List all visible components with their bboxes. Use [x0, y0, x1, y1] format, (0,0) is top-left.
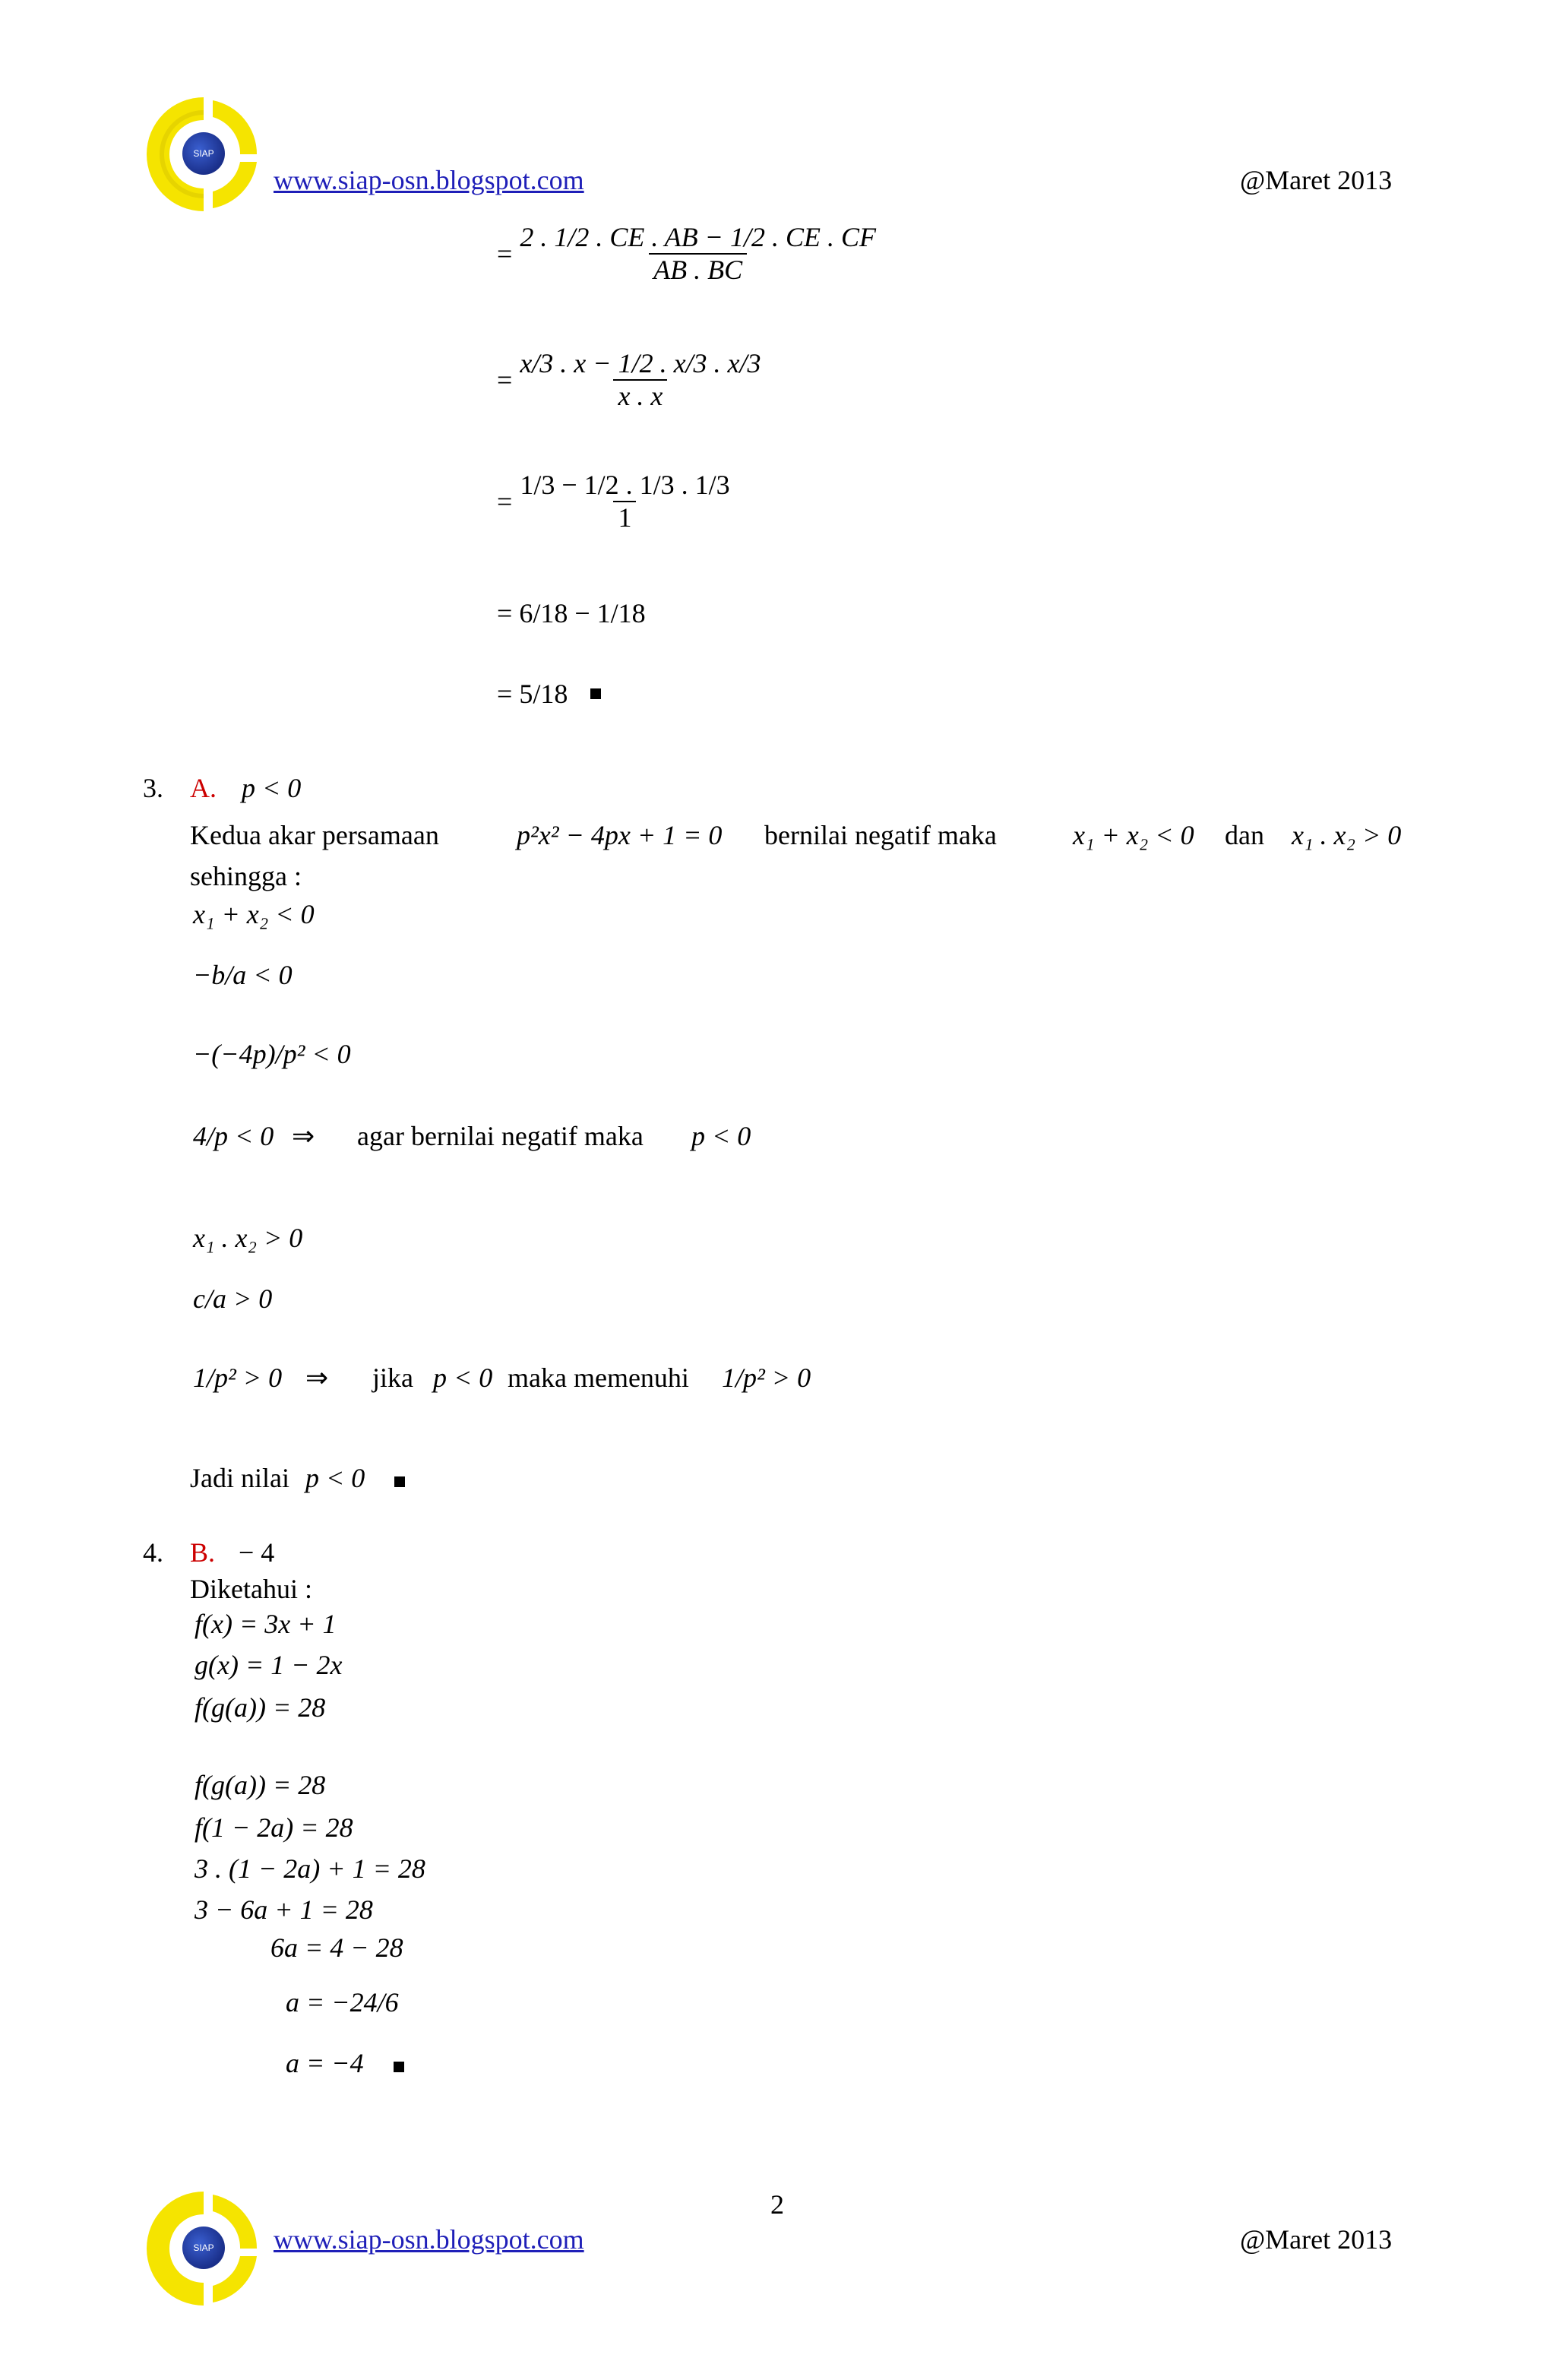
q3-equation: p²x² − 4px + 1 = 0: [517, 820, 723, 850]
q3-step-2: −b/a < 0: [193, 960, 293, 990]
q3-step-4: 4/p < 0: [193, 1121, 274, 1151]
q3-sehingga: sehingga :: [190, 861, 302, 891]
q4-f-definition: f(x) = 3x + 1: [194, 1609, 337, 1639]
q3-step-4-result: p < 0: [691, 1121, 751, 1151]
page-number: 2: [770, 2189, 784, 2220]
q3-conclusion-value: p < 0: [305, 1463, 365, 1493]
derivation-line-1: = $\frac{2 . 1/2 . CE . AB - 1/2 . CE . CF}{AB . BC}$: [497, 222, 884, 286]
footer-url-link[interactable]: www.siap-osn.blogspot.com: [274, 2224, 584, 2255]
q3-prod-step-3: 1/p² > 0: [193, 1362, 283, 1393]
q4-work-2: f(1 − 2a) = 28: [194, 1812, 353, 1843]
logo-text: SIAP: [182, 132, 225, 175]
logo-text: SIAP: [182, 2227, 225, 2269]
q4-work-3: 3 . (1 − 2a) + 1 = 28: [194, 1853, 425, 1884]
derivation-line-2-denominator: x . x: [613, 379, 667, 412]
q4-work-7: a = −4: [286, 2048, 364, 2078]
q3-intro-a: Kedua akar persamaan: [190, 820, 439, 850]
derivation-line-1-numerator: 2 . 1/2 . CE . AB − 1/2 . CE . CF: [520, 222, 876, 252]
q3-word-and: dan: [1225, 820, 1264, 850]
header-url-link[interactable]: www.siap-osn.blogspot.com: [274, 165, 584, 195]
q3-prod-step-2: c/a > 0: [193, 1283, 273, 1314]
q3-prod-step-1: x₁ . x₂ > 0: [193, 1223, 303, 1253]
q4-g-definition: g(x) = 1 − 2x: [194, 1650, 343, 1680]
end-of-proof-icon: [590, 688, 601, 699]
q3-answer: p < 0: [242, 773, 302, 803]
q3-cond-sum: x₁ + x₂ < 0: [1073, 820, 1194, 850]
header-date: @Maret 2013: [1240, 165, 1393, 195]
siap-logo-icon: [143, 2184, 264, 2313]
derivation-line-2-numerator: x/3 . x − 1/2 . x/3 . x/3: [520, 348, 761, 378]
q3-prod-result: 1/p² > 0: [722, 1362, 811, 1393]
q4-work-5: 6a = 4 − 28: [270, 1932, 403, 1963]
q4-work-4: 3 − 6a + 1 = 28: [194, 1894, 373, 1925]
implies-arrow-2: ⇒: [305, 1362, 329, 1393]
derivation-line-4: = 6/18 − 1/18: [497, 598, 646, 628]
q3-step-3: −(−4p)/p² < 0: [193, 1039, 351, 1069]
q3-conclusion: [190, 1462, 405, 1494]
q4-work-6: a = −24/6: [286, 1987, 399, 2018]
q3-step-1: x₁ + x₂ < 0: [193, 899, 315, 929]
q3-prod-cond: p < 0: [433, 1362, 493, 1393]
footer-date: @Maret 2013: [1240, 2224, 1393, 2255]
q4-number: 4.: [143, 1537, 163, 1568]
derivation-line-3: = $\frac{1/3 - 1/2 . 1/3 . 1/3}{1}$: [497, 470, 738, 534]
end-of-proof-icon: [394, 1476, 405, 1487]
q4-work-1: f(g(a)) = 28: [194, 1770, 326, 1800]
q3-prod-text-b: maka memenuhi: [508, 1362, 689, 1393]
derivation-line-2: = $\frac{x/3 . x - 1/2 . x/3 . x/3}{x . x}$: [497, 348, 769, 413]
q4-known: Diketahui :: [190, 1574, 312, 1604]
q3-cond-prod: x₁ . x₂ > 0: [1292, 820, 1402, 850]
q3-conclusion-text: Jadi nilai: [190, 1463, 289, 1493]
q3-step-4-text: agar bernilai negatif maka: [357, 1121, 644, 1151]
derivation-line-5-expr: 5/18: [519, 679, 568, 709]
derivation-line-4-expr: 6/18 − 1/18: [519, 598, 646, 628]
q4-answer: − 4: [239, 1537, 275, 1568]
q4-fg-value: f(g(a)) = 28: [194, 1692, 326, 1723]
derivation-line-1-denominator: AB . BC: [649, 253, 747, 286]
q4-work-7-line: [286, 2047, 404, 2079]
derivation-line-5: = 5/18: [497, 678, 601, 710]
q3-number: 3.: [143, 773, 163, 803]
implies-arrow-1: ⇒: [292, 1121, 315, 1151]
q3-prod-text-a: jika: [372, 1362, 413, 1393]
derivation-line-3-numerator: 1/3 − 1/2 . 1/3 . 1/3: [520, 470, 730, 500]
siap-logo-icon: [143, 90, 264, 219]
q3-option: A.: [190, 773, 217, 803]
q4-option: B.: [190, 1537, 216, 1568]
derivation-line-3-denominator: 1: [613, 501, 636, 533]
q3-intro-b: bernilai negatif maka: [764, 820, 997, 850]
end-of-proof-icon: [394, 2062, 404, 2072]
